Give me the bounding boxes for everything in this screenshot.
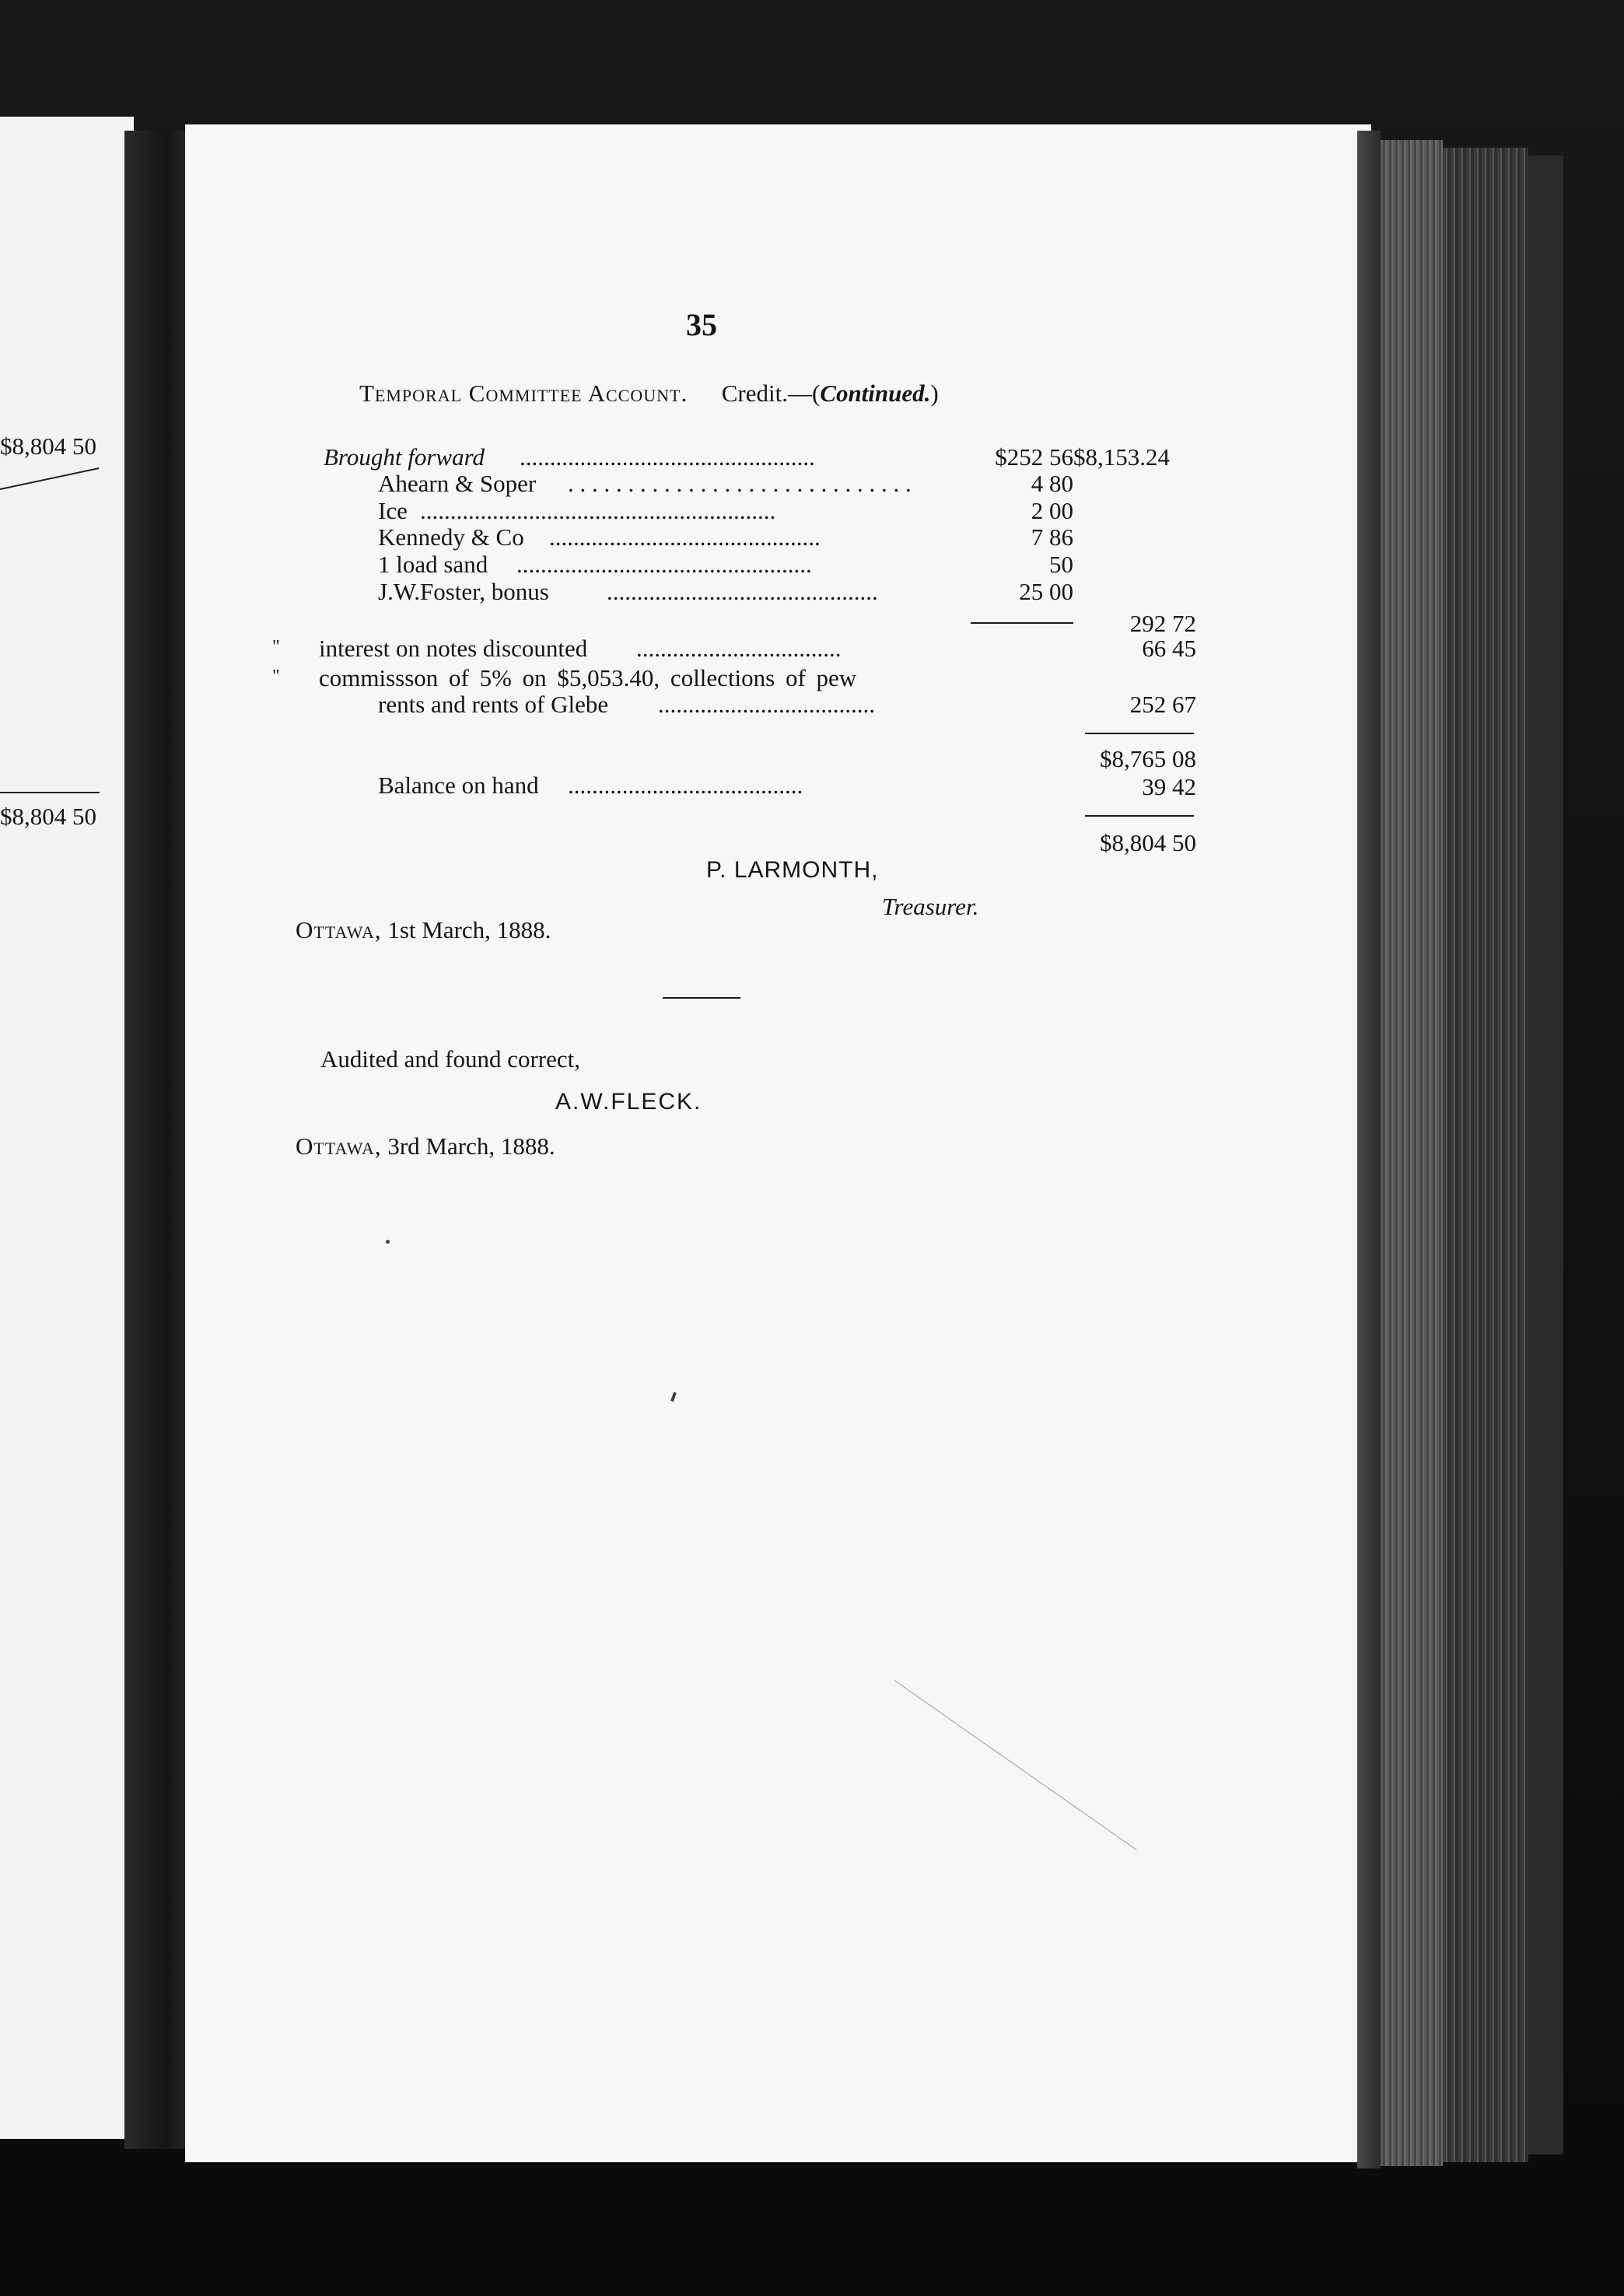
book-gutter [124,131,185,2149]
treasurer-title: Treasurer. [882,893,979,920]
interest-label: interest on notes discounted [319,635,588,662]
balance-label: Balance on hand [378,772,539,799]
leader-dots: ................................................. [516,552,812,576]
item-amount: 25 00 [1019,578,1073,605]
left-page-fragment [0,117,134,2139]
leader-dots: . . . . . . . . . . . . . . . . . . . . . . . . . . . . . [568,471,912,495]
credit-label: Credit.—( [721,380,821,407]
item-label: 1 load sand [378,551,488,578]
brought-forward-col2: $8,153.24 [1073,443,1170,471]
item-label: Kennedy & Co [378,523,524,551]
section-divider [663,997,740,999]
date-line-1 [296,918,551,942]
heading-close: ) [930,380,939,407]
auditor-name: A.W.FLECK. [555,1089,702,1115]
balance-amount: 39 42 [1142,773,1196,800]
item-label: Ahearn & Soper [378,470,537,497]
leader-dots: ............................................. [607,579,878,604]
date-line-2 [296,1134,555,1158]
leader-dots: ........................................................... [420,499,776,523]
scan-speck [386,1240,390,1244]
continued-label: Continued. [820,380,931,407]
date-value: 1st March, 1888. [387,916,551,943]
ditto-mark: " [272,667,280,687]
commission-line1: commissson of 5% on $5,053.40, collections of pew [319,664,857,691]
book-cover-edge [1528,156,1563,2154]
grand-total-rule [1085,815,1194,817]
item-amount: 50 [1049,551,1073,578]
item-amount: 4 80 [1031,470,1073,497]
commission-line2: rents and rents of Glebe [378,691,609,718]
left-page-total-top: $8,804 50 [0,432,96,460]
ditto-mark: " [272,637,280,657]
page-stack-edge-outer [1443,148,1528,2162]
grand-total-amount: $8,804 50 [1100,829,1196,856]
date-city: Ottawa, [296,1132,382,1160]
treasurer-name: P. LARMONTH, [706,857,879,883]
audit-statement: Audited and found correct, [320,1045,580,1073]
date-city: Ottawa, [296,916,382,943]
brought-forward-label: Brought forward [324,443,485,471]
item-amount: 7 86 [1031,523,1073,551]
leader-dots: .................................... [658,692,875,716]
commission-amount: 252 67 [1129,691,1196,718]
left-page-total-bottom: $8,804 50 [0,803,96,830]
leader-dots: .................................. [636,636,842,660]
leader-dots: ............................................. [549,525,821,549]
account-heading [359,381,939,405]
subtotal-rule [971,622,1073,624]
item-label: J.W.Foster, bonus [378,578,549,605]
item-amount: 2 00 [1031,497,1073,524]
interest-amount: 66 45 [1142,635,1196,662]
account-title: Temporal Committee Account. [359,380,688,407]
leader-dots: ....................................... [568,773,803,797]
total-rule [1085,733,1194,734]
date-value: 3rd March, 1888. [387,1132,555,1160]
leader-dots: ................................................. [520,445,815,469]
subtotal-amount: 292 72 [1129,610,1196,637]
page-number: 35 [686,307,717,342]
total-amount: $8,765 08 [1100,745,1196,772]
item-label: Ice [378,497,408,524]
brought-forward-col1: $252 56 [995,443,1073,471]
page-edge [1357,131,1381,2168]
left-page-rule-2 [0,792,100,793]
page-stack-edge [1381,140,1443,2166]
